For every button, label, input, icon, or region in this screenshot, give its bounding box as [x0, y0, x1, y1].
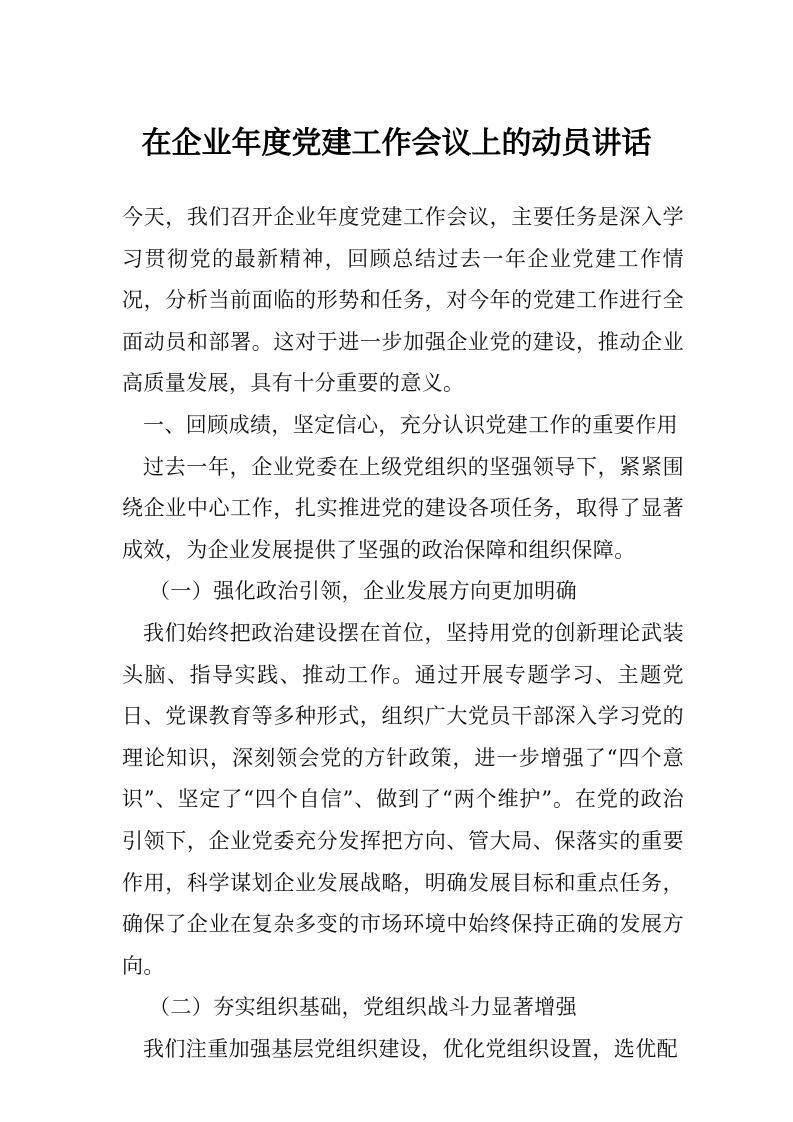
- section-heading-1: 一、回顾成绩，坚定信心，充分认识党建工作的重要作用: [143, 412, 678, 437]
- subsection-heading-1: （一）强化政治引领，企业发展方向更加明确: [149, 579, 577, 604]
- paragraph-organization: 我们注重加强基层党组织建设，优化党组织设置，选优配: [143, 1036, 678, 1061]
- document-title: 在企业年度党建工作会议上的动员讲话: [141, 126, 652, 161]
- subsection-heading-2: （二）夯实组织基础，党组织战斗力显著增强: [149, 995, 577, 1020]
- paragraph-opening: 今天，我们召开企业年度党建工作会议，主要任务是深入学习贯彻党的最新精神，回顾总结过去一年企业党建工作情况，分析当前面临的形势和任务，对今年的党建工作进行全面动员和部署。这对于进一步加强企业党的建设，推动企业高质量发展，具有十分重要的意义。: [122, 205, 684, 396]
- paragraph-political: 我们始终把政治建设摆在首位，坚持用党的创新理论武装头脑、指导实践、推动工作。通过开展专题学习、主题党日、党课教育等多种形式，组织广大党员干部深入学习党的理论知识，深刻领会党的方针政策，进一步增强了“四个意识”、坚定了“四个自信”、做到了“两个维护”。在党的政治引领下，企业党委充分发挥把方向、管大局、保落实的重要作用，科学谋划企业发展战略，明确发展目标和重点任务，确保了企业在复杂多变的市场环境中始终保持正确的发展方向。: [122, 620, 684, 978]
- paragraph-review: 过去一年，企业党委在上级党组织的坚强领导下，紧紧围绕企业中心工作，扎实推进党的建设各项任务，取得了显著成效，为企业发展提供了坚强的政治保障和组织保障。: [122, 454, 684, 562]
- document-body: [122, 197, 684, 1070]
